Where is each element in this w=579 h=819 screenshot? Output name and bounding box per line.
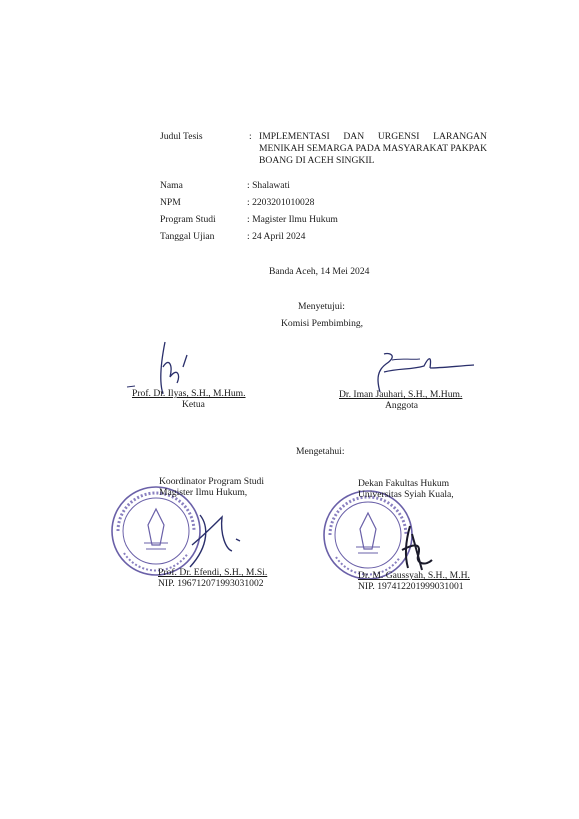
thesis-title: IMPLEMENTASI DAN URGENSI LARANGAN MENIKAH SEMARGA PADA MASYARAKAT PAKPAK BOANG DI ACEH SINGKIL [259,131,487,166]
field-label-nama: Nama [160,180,183,191]
dean-nip: NIP. 197412201999031001 [358,581,464,592]
field-label-npm: NPM [160,197,181,208]
title-colon: : [249,131,252,142]
member-role: Anggota [385,400,419,411]
coordinator-nip: NIP. 196712071993031002 [158,578,264,589]
right-title-line2: Universitas Syiah Kuala, [358,489,454,500]
chair-role: Ketua [182,399,205,410]
left-title-line1: Koordinator Program Studi [159,476,264,487]
chair-name: Prof. Dr. Ilyas, S.H., M.Hum. [132,388,246,399]
dean-name: Dr. M. Gaussyah, S.H., M.H. [358,570,470,581]
right-title-line1: Dekan Fakultas Hukum [358,478,450,489]
field-value-tanggal: : 24 April 2024 [247,231,306,242]
field-value-nama: : Shalawati [247,180,290,191]
acknowledge-heading: Mengetahui: [296,446,345,457]
title-label: Judul Tesis [160,131,203,142]
field-value-prodi: : Magister Ilmu Hukum [247,214,338,225]
field-value-npm: : 2203201010028 [247,197,315,208]
place-date: Banda Aceh, 14 Mei 2024 [269,266,370,277]
field-label-prodi: Program Studi [160,214,216,225]
committee-label: Komisi Pembimbing, [281,318,364,329]
left-title-line2: Magister Ilmu Hukum, [159,487,248,498]
signature-coordinator [170,505,250,575]
coordinator-name: Prof. Dr. Efendi, S.H., M.Si. [158,567,268,578]
field-label-tanggal: Tanggal Ujian [160,231,215,242]
signature-dean [392,520,442,575]
approval-heading: Menyetujui: [298,301,345,312]
member-name: Dr. Iman Jauhari, S.H., M.Hum. [339,389,463,400]
